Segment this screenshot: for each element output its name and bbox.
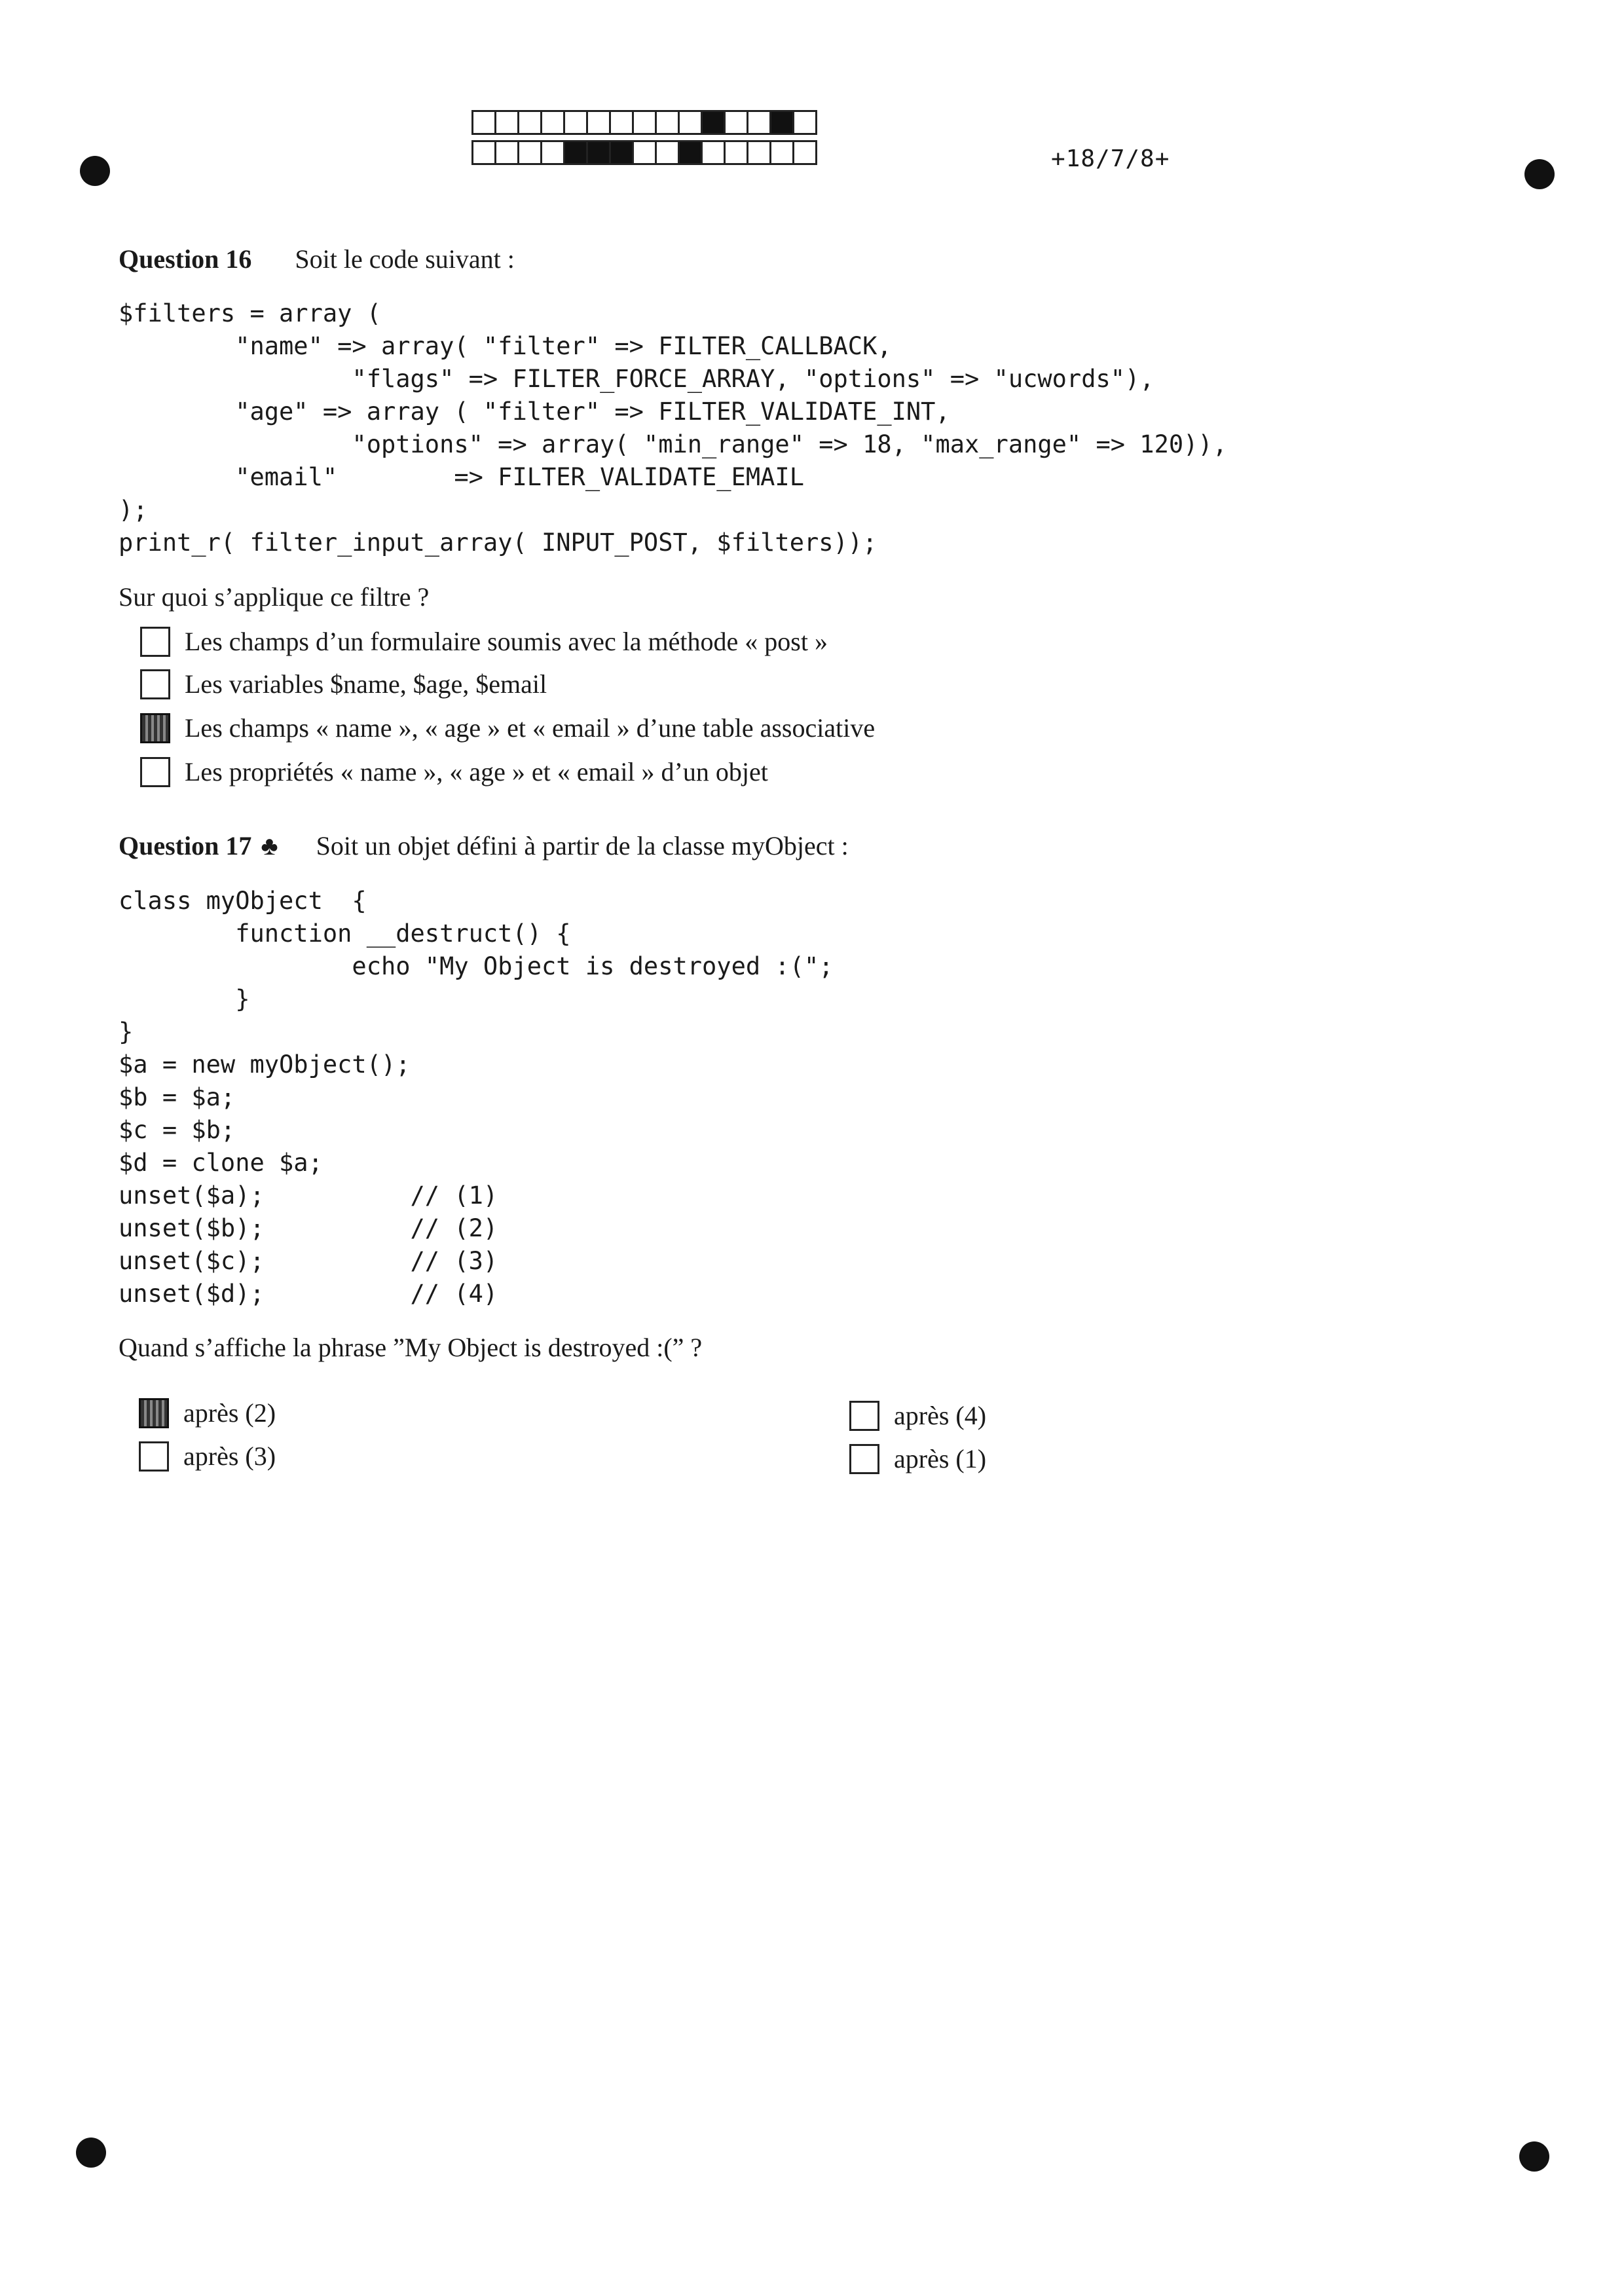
question-label: Question 16 [119, 244, 252, 274]
barcode-cell [724, 110, 748, 135]
q17-option-4[interactable] [849, 1443, 986, 1474]
barcode-cell [769, 110, 794, 135]
page-id: +18/7/8+ [1051, 145, 1170, 172]
q16-option-4[interactable] [140, 756, 768, 787]
option-label: après (1) [894, 1444, 987, 1473]
question-intro: Soit le code suivant : [295, 244, 515, 274]
barcode-cell [471, 110, 496, 135]
barcode-row-1 [471, 110, 815, 135]
barcode-cell [540, 140, 565, 165]
barcode-row-2 [471, 140, 815, 165]
q17-option-1[interactable] [139, 1398, 276, 1428]
barcode-cell [632, 110, 657, 135]
checkbox[interactable] [139, 1398, 169, 1428]
barcode-cell [563, 110, 588, 135]
barcode-cell [540, 110, 565, 135]
barcode-cell [586, 110, 611, 135]
q16-option-1[interactable] [140, 626, 828, 657]
barcode-cell [494, 110, 519, 135]
barcode-cell [655, 140, 680, 165]
checkbox[interactable] [139, 1441, 169, 1472]
option-label: Les propriétés « name », « age » et « email » d’un objet [185, 757, 768, 787]
barcode-cell [609, 110, 634, 135]
registration-mark-top-right [1524, 159, 1555, 189]
checkbox[interactable] [140, 713, 170, 743]
checkbox[interactable] [140, 669, 170, 699]
question-prompt: Sur quoi s’applique ce filtre ? [119, 582, 430, 612]
question-17-header [119, 830, 849, 861]
checkbox[interactable] [849, 1401, 879, 1431]
option-label: Les variables $name, $age, $email [185, 669, 547, 699]
barcode-cell [563, 140, 588, 165]
option-label: après (3) [183, 1441, 276, 1471]
registration-mark-top-left [80, 156, 110, 186]
barcode-cell [494, 140, 519, 165]
barcode-cell [517, 140, 542, 165]
registration-mark-bottom-right [1519, 2141, 1549, 2172]
barcode-cell [747, 110, 771, 135]
code-block: $filters = array ( "name" => array( "filter" => FILTER_CALLBACK, "flags" => FILTER_FORCE_ARRAY, "options" => "ucwords"), "age" => array ( "filter" => FILTER_VALIDATE_INT, "options" => array( "min_range" => 18, "max_range" => 120)), "email" => FILTER_VALIDATE_EMAIL ); print_r( filter_input_array( INPUT_POST, $filters)); [119, 299, 1227, 557]
barcode-cell [471, 140, 496, 165]
barcode-cell [632, 140, 657, 165]
barcode-cell [724, 140, 748, 165]
q16-option-2[interactable] [140, 669, 547, 699]
barcode-cell [701, 110, 726, 135]
option-label: Les champs d’un formulaire soumis avec la méthode « post » [185, 627, 828, 656]
q17-option-2[interactable] [139, 1441, 276, 1472]
barcode-cell [655, 110, 680, 135]
barcode-cell [586, 140, 611, 165]
checkbox[interactable] [140, 757, 170, 787]
barcode-cell [517, 110, 542, 135]
registration-mark-bottom-left [76, 2138, 106, 2168]
checkbox[interactable] [140, 627, 170, 657]
question-16-header [119, 244, 515, 274]
code-block: class myObject { function __destruct() { echo "My Object is destroyed :("; } } $a = new myObject(); $b = $a; $c = $b; $d = clone $a; unset($a); // (1) unset($b); // (2) unset($c); // (3) unset($d); // (4) [119, 887, 834, 1308]
question-prompt: Quand s’affiche la phrase ”My Object is destroyed :(” ? [119, 1333, 703, 1362]
question-intro: Soit un objet défini à partir de la classe myObject : [316, 831, 849, 861]
checkbox[interactable] [849, 1444, 879, 1474]
option-label: après (2) [183, 1398, 276, 1428]
barcode-cell [701, 140, 726, 165]
barcode-cell [609, 140, 634, 165]
barcode-cell [678, 110, 703, 135]
barcode-cell [747, 140, 771, 165]
barcode-cell [792, 110, 817, 135]
question-label: Question 17 [119, 831, 252, 861]
q17-option-3[interactable] [849, 1400, 986, 1431]
option-label: Les champs « name », « age » et « email » d’une table associative [185, 713, 876, 743]
option-label: après (4) [894, 1401, 987, 1430]
barcode-cell [678, 140, 703, 165]
barcode-cell [769, 140, 794, 165]
club-icon: ♣ [261, 831, 278, 861]
q16-option-3[interactable] [140, 713, 875, 743]
barcode-cell [792, 140, 817, 165]
